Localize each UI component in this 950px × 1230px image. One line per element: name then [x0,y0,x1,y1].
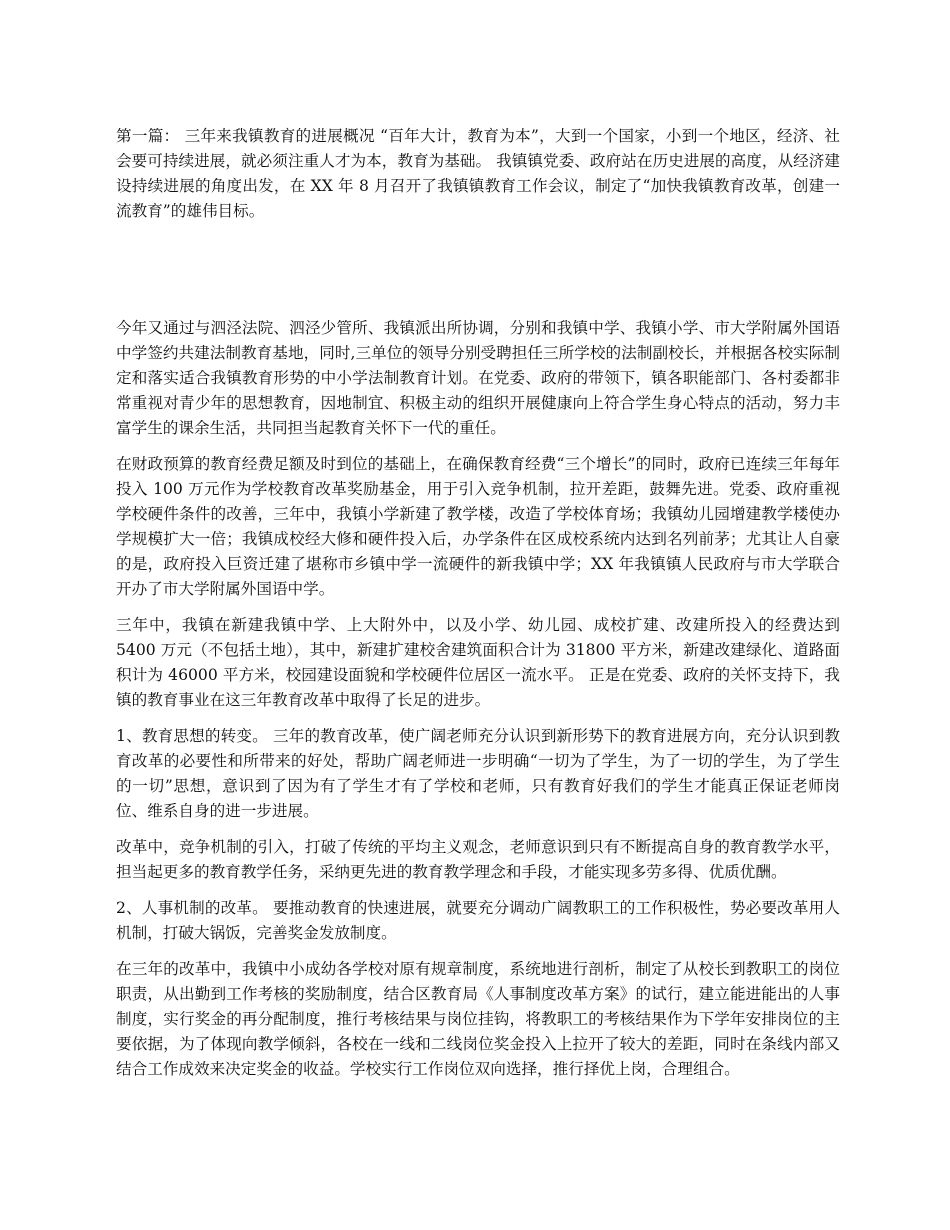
document-body [116,124,840,1093]
paragraph-investment: 三年中，我镇在新建我镇中学、上大附外中，以及小学、幼儿园、成校扩建、改建所投入的经费达到 5400 万元（不包括土地），其中，新建扩建校舍建筑面积合计为 31800 平方米，新建改建绿化、道路面积计为 46000 平方米，校园建设面貌和学校硬件位居区一流水平。 正是在党委、政府的关怀支持下，我镇的教育事业在这三年教育改革中取得了长足的进步。 [116,616,840,709]
paragraph-funding: 在财政预算的教育经费足额及时到位的基础上，在确保教育经费“三个增长”的同时，政府已连续三年每年投入 100 万元作为学校教育改革奖励基金，用于引入竞争机制，拉开差距，鼓舞先进。党委、政府重视学校硬件条件的改善，三年中，我镇小学新建了教学楼，改造了学校体育场；我镇幼儿园增建教学楼使办学规模扩大一倍；我镇成校经大修和硬件投入后，办学条件在区成校系统内达到名列前茅；尤其让人自豪的是，政府投入巨资迁建了堪称市乡镇中学一流硬件的新我镇中学；XX 年我镇镇人民政府与市大学联合开办了市大学附属外国语中学。 [116,455,840,598]
paragraph-intro: 第一篇： 三年来我镇教育的进展概况 “百年大计，教育为本”，大到一个国家，小到一个地区，经济、社会要可持续进展，就必须注重人才为本，教育为基础。 我镇镇党委、政府站在历史进展的高度，从经济建设持续进展的角度出发，在 XX 年 8 月召开了我镇镇教育工作会议，制定了“加快我镇教育改革，创建一流教育”的雄伟目标。 [116,127,840,220]
paragraph-thinking-change: 1、教育思想的转变。 三年的教育改革，使广阔老师充分认识到新形势下的教育进展方向，充分认识到教育改革的必要性和所带来的好处，帮助广阔老师进一步明确“一切为了学生，为了一切的学生，为了学生的一切”思想，意识到了因为有了学生才有了学校和老师，只有教育好我们的学生才能真正保证老师岗位、维系自身的进一步进展。 [116,727,840,820]
blank-gap [116,224,840,316]
paragraph-reform-details: 在三年的改革中，我镇中小成幼各学校对原有规章制度，系统地进行剖析，制定了从校长到教职工的岗位职责，从出勤到工作考核的奖励制度，结合区教育局《人事制度改革方案》的试行，建立能进能出的人事制度，实行奖金的再分配制度，推行考核结果与岗位挂钩，将教职工的考核结果作为下学年安排岗位的主要依据，为了体现向教学倾斜，各校在一线和二线岗位奖金投入上拉开了较大的差距，同时在条线内部又结合工作成效来决定奖金的收益。学校实行工作岗位双向选择，推行择优上岗，合理组合。 [116,960,840,1078]
paragraph-legal-education: 今年又通过与泗泾法院、泗泾少管所、我镇派出所协调，分别和我镇中学、我镇小学、市大学附属外国语中学签约共建法制教育基地，同时,三单位的领导分别受聘担任三所学校的法制副校长，并根据各校实际制定和落实适合我镇教育形势的中小学法制教育计划。在党委、政府的带领下，镇各职能部门、各村委都非常重视对青少年的思想教育，因地制宜、积极主动的组织开展健康向上符合学生身心特点的活动，努力丰富学生的课余生活，共同担当起教育关怀下一代的重任。 [116,319,840,437]
paragraph-personnel-reform: 2、人事机制的改革。 要推动教育的快速进展，就要充分调动广阔教职工的工作积极性，势必要改革用人机制，打破大锅饭，完善奖金发放制度。 [116,899,840,942]
paragraph-competition: 改革中，竞争机制的引入，打破了传统的平均主义观念，老师意识到只有不断提高自身的教育教学水平，担当起更多的教育教学任务，采纳更先进的教育教学理念和手段，才能实现多劳多得、优质优酬。 [116,838,840,881]
